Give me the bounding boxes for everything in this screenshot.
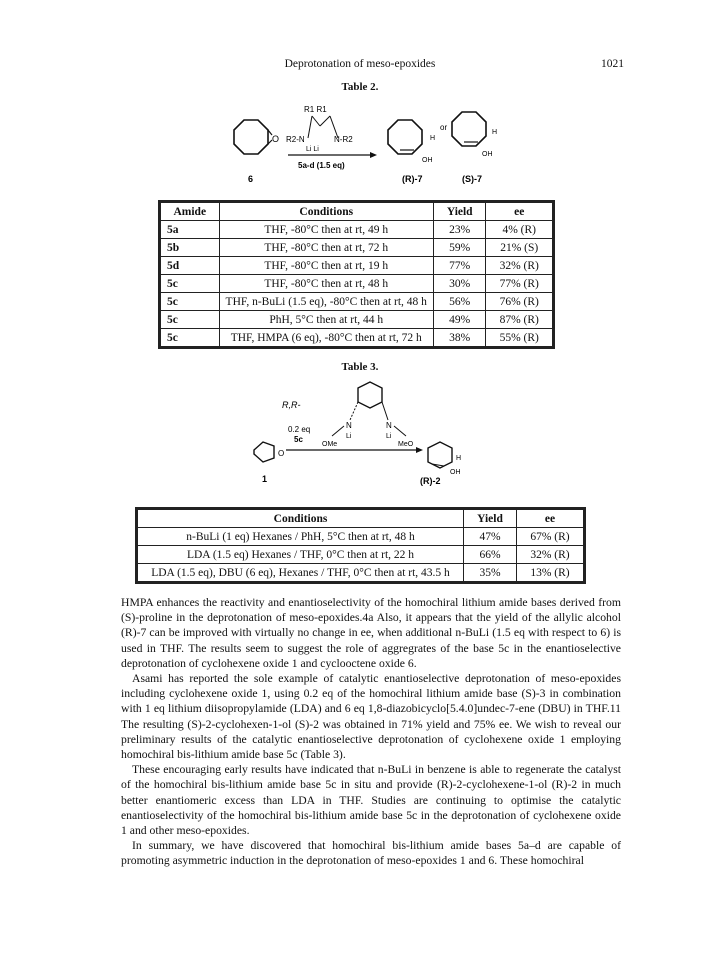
product-s-h: H: [492, 129, 498, 136]
conditions-cell: THF, -80°C then at rt, 19 h: [219, 257, 433, 275]
product-label: (R)-2: [420, 476, 441, 486]
table2-col-conditions: Conditions: [219, 203, 433, 221]
table-row: [161, 293, 553, 311]
ee-cell: 87% (R): [486, 311, 553, 329]
yield-cell: 66%: [464, 546, 517, 564]
product-s-label: (S)-7: [462, 174, 482, 184]
yield-cell: 77%: [433, 257, 486, 275]
cyclooctene-oxide-ring: [234, 120, 268, 154]
product-oh: OH: [450, 469, 461, 476]
rr-label: R,R-: [282, 400, 301, 410]
table3: [137, 509, 584, 582]
table-row: [161, 257, 553, 275]
compound-1-label: 1: [262, 474, 268, 484]
conditions-cell: THF, n-BuLi (1.5 eq), -80°C then at rt, 48 h: [219, 293, 433, 311]
product-r-oh: OH: [422, 157, 433, 164]
paragraph: Asami has reported the sole example of catalytic enantioselective deprotonation of meso-epoxides including cyclohexene oxide 1, using 0.2 eq of the homochiral lithium amide base (S)-3 in combination with 1 eq lithium diisopropylamide (LDA) and 6 eq 1,8-diazobicyclo[5.4.0]undec-7-ene (DBU) in THF.11 The resulting (S)-2-cyclohexen-1-ol (S)-2 was obtained in 71% yield and 75% ee. We wish to reveal our preliminary results of the catalytic enantioselective deprotonation of cyclohexene oxide 1 employing homochiral bis-lithium amide base 5c (Table 3).: [121, 672, 621, 762]
amide-cell: 5b: [161, 239, 220, 257]
running-title: Deprotonation of meso-epoxides: [284, 58, 436, 70]
reaction-conditions: 5a-d (1.5 eq): [298, 161, 345, 170]
epoxide-oxygen-label: O: [278, 449, 285, 458]
table-row: [161, 221, 553, 239]
table2-reaction-scheme: [220, 100, 510, 192]
table-row: [138, 528, 584, 546]
product-r-h: H: [430, 135, 436, 142]
yield-cell: 23%: [433, 221, 486, 239]
amide-cell: 5c: [161, 329, 220, 347]
table2-header-row: [161, 203, 553, 221]
li-right: Li: [386, 433, 392, 440]
product-r-ring: [388, 120, 422, 154]
ee-cell: 32% (R): [486, 257, 553, 275]
yield-cell: 49%: [433, 311, 486, 329]
table-row: [138, 546, 584, 564]
product-r-label: (R)-7: [402, 174, 423, 184]
compound-6-label: 6: [248, 174, 254, 184]
conditions-cell: LDA (1.5 eq), DBU (6 eq), Hexanes / THF, 0°C then at rt, 43.5 h: [138, 564, 464, 582]
table3-header-row: [138, 510, 584, 528]
ee-cell: 67% (R): [517, 528, 584, 546]
n-left: N: [346, 421, 352, 430]
amide-cell: 5c: [161, 293, 220, 311]
or-label: or: [440, 123, 448, 132]
table3-caption: Table 3.: [341, 361, 379, 373]
table3-col-conditions: Conditions: [138, 510, 464, 528]
n-right: N: [386, 421, 392, 430]
cyclohexene-oxide-ring: [254, 442, 274, 462]
conditions-cell: THF, HMPA (6 eq), -80°C then at rt, 72 h: [219, 329, 433, 347]
yield-cell: 30%: [433, 275, 486, 293]
table-row: [161, 311, 553, 329]
meo-label: MeO: [398, 441, 414, 448]
ee-cell: 4% (R): [486, 221, 553, 239]
conditions-cell: THF, -80°C then at rt, 48 h: [219, 275, 433, 293]
amide-cell: 5a: [161, 221, 220, 239]
amide-cell: 5d: [161, 257, 220, 275]
conditions-cell: THF, -80°C then at rt, 72 h: [219, 239, 433, 257]
ee-cell: 77% (R): [486, 275, 553, 293]
reagent-amine-right: N-R2: [334, 135, 353, 144]
ee-cell: 13% (R): [517, 564, 584, 582]
table2: [160, 202, 553, 347]
yield-cell: 38%: [433, 329, 486, 347]
yield-cell: 47%: [464, 528, 517, 546]
product-h: H: [456, 455, 462, 462]
body-text: [121, 595, 621, 869]
eq-label: 0.2 eq: [288, 425, 311, 434]
ome-label: OMe: [322, 441, 338, 448]
table2-col-yield: Yield: [433, 203, 486, 221]
product-s-oh: OH: [482, 151, 493, 158]
table3-reaction-scheme: [250, 380, 480, 488]
paragraph: In summary, we have discovered that homochiral bis-lithium amide bases 5a–d are capable of promoting asymmetric induction in the deprotonation of meso-epoxides 1 and 6. These homochiral: [121, 839, 621, 868]
table-row: [161, 239, 553, 257]
table2-caption: Table 2.: [341, 81, 379, 93]
page-number: 1021: [601, 58, 624, 70]
table-row: [161, 275, 553, 293]
paragraph: HMPA enhances the reactivity and enantioselectivity of the homochiral lithium amide bases derived from (S)-proline in the deprotonation of meso-epoxides.4a Also, it appears that the yield of the allylic alcohol (R)-7 can be improved with virtually no change in ee, when additional n-BuLi (1.5 eq with respect to 6) is used in THF. The results seem to suggest the role of aggregrates of the base 5c in the enantioselective deprotonation of cyclohexene oxide 1 and cyclooctene oxide 6.: [121, 596, 621, 670]
ee-cell: 32% (R): [517, 546, 584, 564]
table3-col-yield: Yield: [464, 510, 517, 528]
table-row: [138, 564, 584, 582]
yield-cell: 56%: [433, 293, 486, 311]
product-s-ring: [452, 112, 486, 146]
reagent-lithium-label: Li Li: [306, 146, 319, 153]
table2-col-amide: Amide: [161, 203, 220, 221]
li-left: Li: [346, 433, 352, 440]
reagent-amine-left: R2-N: [286, 135, 305, 144]
conditions-cell: n-BuLi (1 eq) Hexanes / PhH, 5°C then at rt, 48 h: [138, 528, 464, 546]
epoxide-oxygen-label: O: [272, 134, 280, 144]
conditions-cell: THF, -80°C then at rt, 49 h: [219, 221, 433, 239]
yield-cell: 35%: [464, 564, 517, 582]
table-row: [161, 329, 553, 347]
paragraph: These encouraging early results have indicated that n-BuLi in benzene is able to regenerate the catalyst of the homochiral bis-lithium amide base 5c in situ and provide (R)-2-cyclohexene-1-ol (R)-2 in much better enantiomeric excess than LDA in THF. Studies are continuing to optimise the catalytic enantioselectivity of the homochiral bis-lithium amide base 5c in the deprotonation of cyclohexene oxide 1 and other meso-epoxides.: [121, 763, 621, 838]
conditions-cell: LDA (1.5 eq) Hexanes / THF, 0°C then at rt, 22 h: [138, 546, 464, 564]
cyclohexane-ring: [358, 382, 382, 408]
table2-col-ee: ee: [486, 203, 553, 221]
yield-cell: 59%: [433, 239, 486, 257]
base-label: 5c: [294, 435, 303, 444]
table3-col-ee: ee: [517, 510, 584, 528]
product-ring: [428, 442, 452, 468]
amide-cell: 5c: [161, 275, 220, 293]
conditions-cell: PhH, 5°C then at rt, 44 h: [219, 311, 433, 329]
amide-cell: 5c: [161, 311, 220, 329]
ee-cell: 21% (S): [486, 239, 553, 257]
ee-cell: 76% (R): [486, 293, 553, 311]
reagent-r1-label: R1 R1: [304, 105, 327, 114]
ee-cell: 55% (R): [486, 329, 553, 347]
